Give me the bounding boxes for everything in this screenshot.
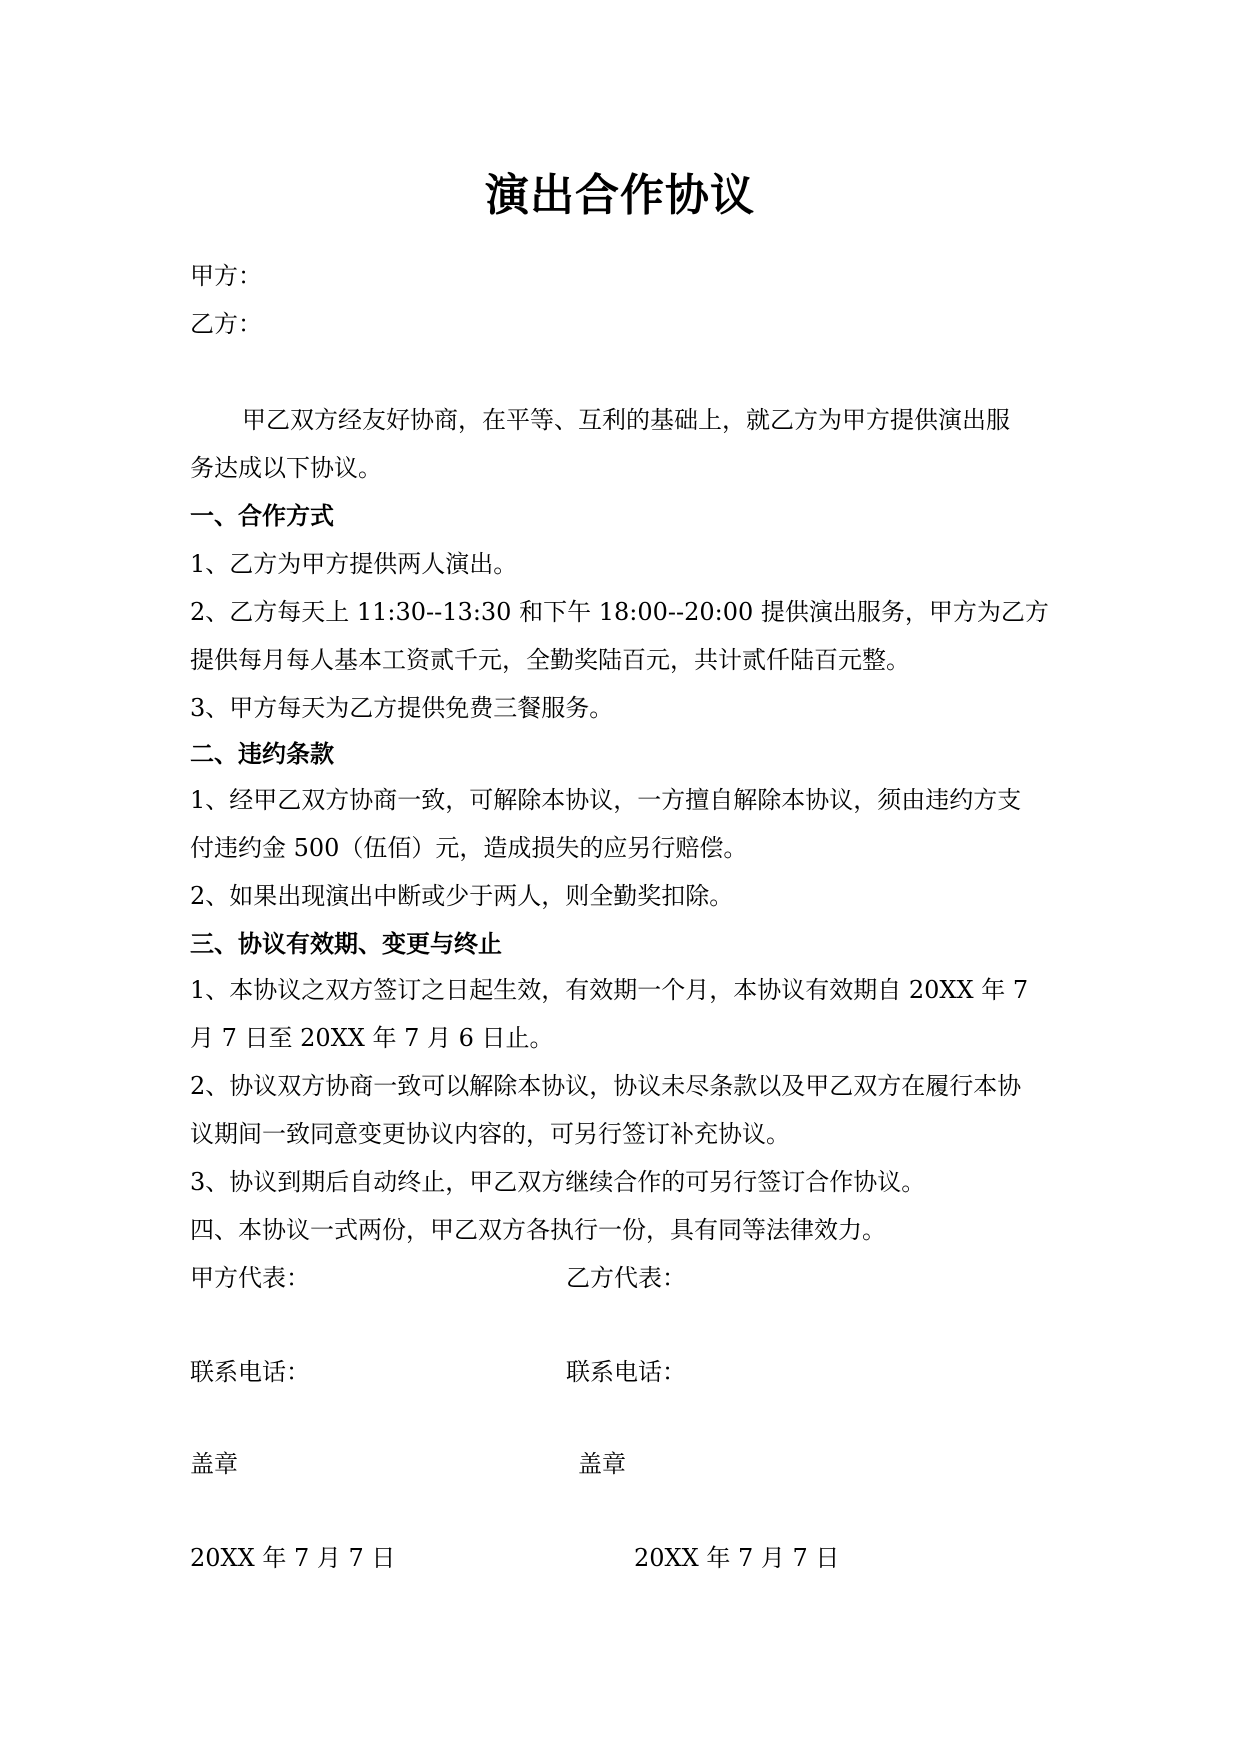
- clause-line: 1、经甲乙双方协商一致，可解除本协议，一方擅自解除本协议，须由违约方支: [190, 786, 1022, 814]
- section-heading-breach: 二、违约条款: [190, 740, 334, 768]
- party-b-phone-label: 联系电话：: [566, 1358, 686, 1386]
- party-a-representative-label: 甲方代表：: [190, 1264, 310, 1292]
- clause-line: 提供每月每人基本工资贰千元，全勤奖陆百元，共计贰仟陆百元整。: [190, 646, 910, 674]
- intro-line-1: 甲乙双方经友好协商，在平等、互利的基础上，就乙方为甲方提供演出服: [242, 406, 1010, 434]
- section-heading-cooperation: 一、合作方式: [190, 502, 334, 530]
- party-b-date: 20XX 年 7 月 7 日: [634, 1544, 840, 1572]
- party-a-label: 甲方：: [190, 262, 262, 290]
- clause-line: 2、乙方每天上 11:30--13:30 和下午 18:00--20:00 提供演出服务，甲方为乙方: [190, 598, 1049, 626]
- party-a-seal-label: 盖章: [190, 1450, 238, 1478]
- party-b-seal-label: 盖章: [578, 1450, 626, 1478]
- clause-line: 2、如果出现演出中断或少于两人，则全勤奖扣除。: [190, 882, 734, 910]
- party-b-representative-label: 乙方代表：: [566, 1264, 686, 1292]
- clause-line: 付违约金 500（伍佰）元，造成损失的应另行赔偿。: [190, 834, 748, 862]
- intro-line-2: 务达成以下协议。: [190, 454, 382, 482]
- clause-line: 1、乙方为甲方提供两人演出。: [190, 550, 518, 578]
- party-b-label: 乙方：: [190, 310, 262, 338]
- clause-line: 2、协议双方协商一致可以解除本协议，协议未尽条款以及甲乙双方在履行本协: [190, 1072, 1022, 1100]
- clause-line: 议期间一致同意变更协议内容的，可另行签订补充协议。: [190, 1120, 790, 1148]
- party-a-date: 20XX 年 7 月 7 日: [190, 1544, 396, 1572]
- document-title: 演出合作协议: [485, 170, 755, 221]
- clause-line: 1、本协议之双方签订之日起生效，有效期一个月，本协议有效期自 20XX 年 7: [190, 976, 1029, 1004]
- section-heading-validity: 三、协议有效期、变更与终止: [190, 930, 502, 958]
- clause-line: 3、甲方每天为乙方提供免费三餐服务。: [190, 694, 614, 722]
- clause-line: 3、协议到期后自动终止，甲乙双方继续合作的可另行签订合作协议。: [190, 1168, 926, 1196]
- section-four-text: 四、本协议一式两份，甲乙双方各执行一份，具有同等法律效力。: [190, 1216, 886, 1244]
- clause-line: 月 7 日至 20XX 年 7 月 6 日止。: [190, 1024, 554, 1052]
- party-a-phone-label: 联系电话：: [190, 1358, 310, 1386]
